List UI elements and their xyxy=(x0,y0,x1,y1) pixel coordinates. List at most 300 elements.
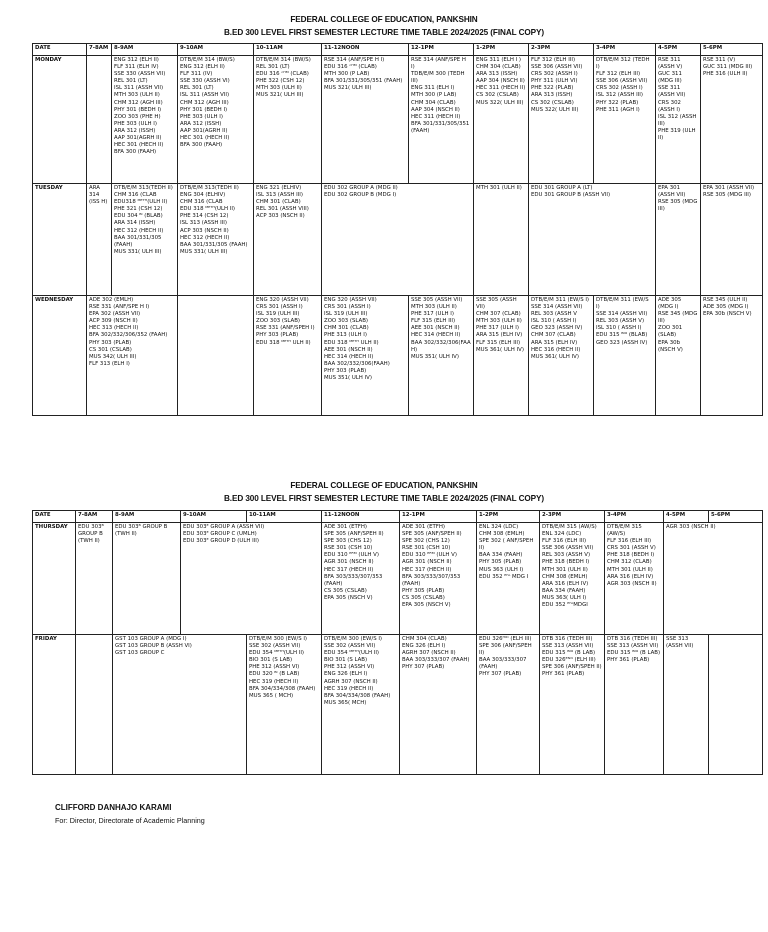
column-header: 10-11AM xyxy=(247,511,322,523)
course-entry: RSE 311 (V) xyxy=(703,57,736,63)
course-entry: EDU 320 ᴮᴵ (B LAB) xyxy=(249,671,300,678)
course-entry: CHM 307 (CLAB) xyxy=(531,332,576,339)
course-entry: HEC 312 (HECH II) xyxy=(114,227,164,234)
day-cell: MONDAY xyxy=(33,56,87,184)
course-entry: MUS 365( MCH) xyxy=(324,699,367,706)
course-entry: ARA 314 (ISSH) xyxy=(114,220,156,227)
course-entry: BFA 301/331/305/351 (FAAH) xyxy=(324,78,403,85)
course-entry: PHY 301 (BEDH I) xyxy=(180,106,228,113)
course-entry: EDU 315 ᴮᴵᴼ (B LAB) xyxy=(542,650,596,657)
course-entry: DTB/E/M 315 (AW/S) xyxy=(607,524,644,538)
course-entry: ZOO 303 (SLAB) xyxy=(324,318,369,325)
course-entry: AEE 301 (NSCH II) xyxy=(411,325,460,332)
column-header: 1-2PM xyxy=(477,511,540,523)
table-cell xyxy=(400,635,477,775)
course-entry: EDU 318 ᴹᴱᵀᴴ ULH II) xyxy=(324,339,379,346)
course-entry: REL 303 (ASSH V xyxy=(531,311,577,318)
course-entry: CRS 302 (ASSH I) xyxy=(596,85,643,92)
table-cell xyxy=(87,184,112,296)
course-entry: GST 103 GROUP A (MDG I) xyxy=(115,636,187,642)
course-entry: EPA 301 (ASSH VII) xyxy=(703,185,755,191)
table-cell xyxy=(701,296,763,416)
course-entry: SSE 313 (ASSH VII) xyxy=(607,643,659,650)
table-cell xyxy=(254,296,322,416)
table-cell xyxy=(178,296,254,416)
course-entry: HEC 313 (HECH II) xyxy=(89,325,139,332)
course-entry: ZOO 303 (SLAB) xyxy=(256,318,301,325)
course-entry: ADE 305 (MDG I) xyxy=(703,304,749,311)
course-entry: MUS 351( ULH IV) xyxy=(411,353,459,360)
column-header: DATE xyxy=(33,44,87,56)
course-entry: EDU 354 ᴹᴱᵀᴴ(ULH II) xyxy=(249,650,305,657)
table-cell xyxy=(322,296,409,416)
course-entry: PHE 317 (ULH I) xyxy=(476,325,519,332)
course-entry: EPA 30ƀ (NSCH V) xyxy=(658,339,683,353)
table-cell xyxy=(76,523,113,635)
course-entry: SSE 306 (ASSH VII) xyxy=(596,78,648,85)
course-entry: MUS 365 ( MCH) xyxy=(249,692,294,699)
course-entry: EDU 303ᴱ GROUP D (ULH III) xyxy=(183,538,259,545)
table-cell xyxy=(87,56,112,184)
course-entry: CHM 307 (CLAB) xyxy=(476,311,521,318)
course-entry: EDU 326ᴱᴺᴳ (ELH III) xyxy=(542,657,596,664)
course-entry: REL 301 (LT) xyxy=(180,85,214,92)
course-entry: AGR 303 (NSCH II) xyxy=(666,524,716,530)
course-entry: DTB/E/M 300 (EW/S I) xyxy=(324,636,383,642)
course-entry: REL 301 (ASSH VIII) xyxy=(256,206,309,213)
course-entry: BAA 301/331/305 (FAAH) xyxy=(180,241,248,248)
course-entry: PHY 307 (PLAB) xyxy=(479,671,522,678)
table-row xyxy=(33,523,763,635)
course-entry: FLF 313 (ELH I) xyxy=(89,360,130,367)
column-header: 11-12NOON xyxy=(322,511,400,523)
course-entry: ARA 316 (ELH IV) xyxy=(542,580,589,587)
course-entry: ARA 316 (ELH IV) xyxy=(607,573,654,580)
course-entry: ADE 301 (ETFH) xyxy=(324,524,368,530)
course-entry: PHY 361 (PLAB) xyxy=(607,657,650,664)
course-entry: ENG 304 (ELHIV) xyxy=(180,192,226,199)
course-entry: BIO 301 (S LAB) xyxy=(324,657,368,664)
course-entry: ENL 324 (LDC) xyxy=(479,524,519,530)
course-entry: CRS 301 (ASSH V) xyxy=(607,545,656,552)
column-header: DATE xyxy=(33,511,76,523)
course-entry: GST 103 GROUP C xyxy=(115,650,165,657)
course-entry: EPA 301 (ASSH VII) xyxy=(658,185,686,199)
course-entry: RSE 305 (MDG III) xyxy=(658,199,700,213)
course-entry: CRS 302 (ASSH I) xyxy=(531,71,578,78)
page1-subtitle: B.ED 300 LEVEL FIRST SEMESTER LECTURE TIME TABLE 2024/2025 (FINAL COPY) xyxy=(223,28,544,37)
course-entry: DTB/E/M 314 (BW/S) xyxy=(180,57,235,63)
course-entry: PHY 303 (PLAB) xyxy=(89,339,132,346)
column-header: 4-5PM xyxy=(656,44,701,56)
table-cell xyxy=(178,56,254,184)
table-cell xyxy=(709,635,763,775)
course-entry: BAA 303/333/307 (FAAH) xyxy=(479,657,529,671)
course-entry: ENG 320 (ASSH VII) xyxy=(324,297,377,303)
course-entry: MUS 321( ULH III) xyxy=(256,92,304,99)
table-cell xyxy=(254,184,322,296)
course-entry: BFA 304/334/308 (FAAH) xyxy=(249,685,316,692)
table-cell xyxy=(409,56,474,184)
course-entry: BAA 334 (FAAH) xyxy=(479,552,523,559)
course-entry: EPA 30ƀ (NSCH V) xyxy=(703,311,752,318)
course-entry: SPE 305 (ANF/SPEH II) xyxy=(402,531,462,538)
table-cell xyxy=(76,635,113,775)
course-entry: DTB/E/M 311 (EW/S I) xyxy=(596,297,651,311)
column-header: 7-8AM xyxy=(76,511,113,523)
table-cell xyxy=(540,635,605,775)
table-cell xyxy=(322,184,474,296)
course-entry: CHM 308 (EMLH) xyxy=(479,531,525,538)
course-entry: SSE 314 (ASSH VII) xyxy=(531,304,583,311)
course-entry: SPE 306 (ANF/SPEH II) xyxy=(479,643,534,657)
course-entry: ENG 326 (ELH I) xyxy=(402,643,446,650)
column-header: 12-1PM xyxy=(409,44,474,56)
table-cell xyxy=(701,184,763,296)
course-entry: REL 303 (ASSH V) xyxy=(542,552,591,559)
header-row xyxy=(33,44,763,56)
table-cell xyxy=(409,296,474,416)
course-entry: CS 302 (CSLAB) xyxy=(531,99,574,106)
timetable-page2 xyxy=(32,510,763,775)
column-header: 3-4PM xyxy=(605,511,664,523)
table-cell xyxy=(664,523,763,635)
column-header: 8-9AM xyxy=(112,44,178,56)
course-entry: CS 305 (CSLAB) xyxy=(402,594,445,601)
course-entry: GEO 323 (ASSH IV) xyxy=(531,325,583,332)
course-entry: PHE 312 (ASSH VI) xyxy=(249,664,300,671)
course-entry: MUS 363( ULH I) xyxy=(542,594,587,601)
page2-subtitle: B.ED 300 LEVEL FIRST SEMESTER LECTURE TIME TABLE 2024/2025 (FINAL COPY) xyxy=(223,494,544,503)
course-entry: ISL 312 (ASSH III) xyxy=(658,113,699,127)
course-entry: EDU 318 ᴹᴱᵀᴴ(ULH II) xyxy=(180,206,236,213)
course-entry: CHM 304 (CLAB) xyxy=(411,99,456,106)
course-entry: EDU 310 ᴱᴿᴹ (ULH V) xyxy=(324,552,379,559)
course-entry: RSE 331 (ANF/SPE H I) xyxy=(89,304,150,311)
course-entry: EPA 302 (ASSH VII) xyxy=(89,311,141,318)
course-entry: PHE 311 (AGH I) xyxy=(596,106,640,113)
course-entry: ISL 312 (ASSH III) xyxy=(596,92,644,99)
course-entry: SSE 311 (ASSH VII) xyxy=(658,85,686,99)
course-entry: PHE 314 (CSH 12) xyxy=(180,213,229,220)
timetable-page1 xyxy=(32,43,763,416)
course-entry: CHM 312 (AGH III) xyxy=(114,99,163,106)
table-cell xyxy=(656,56,701,184)
course-entry: HEC 301 (HECH II) xyxy=(114,142,164,149)
course-entry: ISL 319 (ULH III) xyxy=(256,311,300,318)
course-entry: HEC 319 (HECH II) xyxy=(324,685,374,692)
course-entry: EDU 302 GROUP B (MDG I) xyxy=(324,192,397,199)
course-entry: GEO 323 (ASSH IV) xyxy=(596,339,648,346)
course-entry: RSE 305 (MDG III) xyxy=(703,192,751,199)
course-entry: CS 301 (CSLAB) xyxy=(89,346,132,353)
table-cell xyxy=(247,635,322,775)
course-entry: REL 303 (ASSH V) xyxy=(596,318,645,325)
course-entry: MUS 331( ULH III) xyxy=(114,248,162,255)
course-entry: MTH 300 (P LAB) xyxy=(411,92,457,99)
course-entry: PHE 322 (CSH 12) xyxy=(256,78,305,85)
course-entry: MUS 342( ULH III) xyxy=(89,353,137,360)
course-entry: PHY 305 (PLAB) xyxy=(479,559,522,566)
course-entry: SSE 306 (ASSH VII) xyxy=(531,64,583,71)
course-entry: CRS 301 (ASSH I) xyxy=(324,304,371,311)
course-entry: ENL 324 (LDC) xyxy=(542,531,582,538)
course-entry: EPA 305 (NSCH V) xyxy=(402,602,451,609)
course-entry: CS 302 (CSLAB) xyxy=(476,92,519,99)
course-entry: EDU 303ᴮ GROUP B (TWH II) xyxy=(78,524,106,545)
course-entry: RSE 345 (MDG III) xyxy=(658,311,700,325)
course-entry: ISL 311 (ASSH VII) xyxy=(114,85,164,92)
course-entry: EDU318 ᴹᴱᵀᴴ(ULH II) xyxy=(114,199,168,206)
course-entry: HEC 316 (HECH II) xyxy=(531,346,581,353)
course-entry: BFA 303/333/307/353 (FAAH) xyxy=(402,573,463,587)
course-entry: PHY 303 (PLAB) xyxy=(256,332,299,339)
course-entry: CHM 316 (CLAB xyxy=(180,199,223,206)
course-entry: EDU 316 ᶜᴴᴹ (CLAB) xyxy=(256,71,309,78)
signatory-name: CLIFFORD DANHAJO KARAMI xyxy=(55,803,172,812)
course-entry: EPA 305 (NSCH V) xyxy=(324,594,373,601)
day-cell: FRIDAY xyxy=(33,635,76,775)
table-cell xyxy=(113,635,247,775)
course-entry: PHY 303 (PLAB) xyxy=(324,367,367,374)
course-entry: ARA 312 (ISSH) xyxy=(180,120,222,127)
course-entry: RSE 301 (CSH 10) xyxy=(402,545,451,552)
course-entry: AGR 301 (NSCH II) xyxy=(402,559,452,566)
course-entry: MUS 322( ULH III) xyxy=(476,99,524,106)
course-entry: BAA 302/332/306(FAA H) xyxy=(411,339,473,353)
course-entry: FLF 312 (ELH III) xyxy=(596,71,641,78)
table-cell xyxy=(594,296,656,416)
course-entry: EDU 303ᴱ GROUP A (ASSH VII) xyxy=(183,524,265,530)
course-entry: SSE 302 (ASSH VII) xyxy=(249,643,301,650)
column-header: 9-10AM xyxy=(181,511,247,523)
table-cell xyxy=(181,523,322,635)
course-entry: TDB/E/M 300 (TEDH III) xyxy=(411,71,467,85)
course-entry: CHM 301 (CLAB) xyxy=(256,199,301,206)
course-entry: EDU 304 ᴮᴵ (BLAB) xyxy=(114,213,163,220)
course-entry: FLF 311 (ELH IV) xyxy=(114,64,159,71)
course-entry: CHM 308 (EMLH) xyxy=(542,573,588,580)
course-entry: PHE 313 (ULH I) xyxy=(324,332,367,339)
course-entry: ISL 311 (ASSH VII) xyxy=(180,92,230,99)
course-entry: ACP 303 (NSCH II) xyxy=(256,213,305,220)
course-entry: EDU 315 ᴮᴵᴼ (BLAB) xyxy=(596,332,648,339)
table-cell xyxy=(474,56,529,184)
course-entry: RSE 314 (ANF/SPE H I) xyxy=(324,57,385,63)
course-entry: PHY 322 (PLAB) xyxy=(596,99,639,106)
course-entry: ENG 312 (ELH II) xyxy=(114,57,159,63)
course-entry: ISL 313 (ASSH III) xyxy=(256,192,304,199)
day-cell: THURSDAY xyxy=(33,523,76,635)
course-entry: ADE 305 (MDG I) xyxy=(658,297,683,311)
table-cell xyxy=(594,56,656,184)
course-entry: ARA 313 (ISSH) xyxy=(531,92,573,99)
course-entry: ISL 310 ( ASSH I) xyxy=(596,325,642,332)
course-entry: BFA 300 (FAAH) xyxy=(180,142,223,149)
course-entry: HEC 311 (HECH II) xyxy=(476,85,526,92)
course-entry: BAA 301/331/305 (FAAH) xyxy=(114,234,164,248)
course-entry: ARA 313 (ISSH) xyxy=(476,71,518,78)
table-cell xyxy=(664,635,709,775)
column-header: 5-6PM xyxy=(701,44,763,56)
course-entry: BFA 300 (FAAH) xyxy=(114,149,157,156)
course-entry: HEC 314 (HECH II) xyxy=(324,353,374,360)
course-entry: DTB/E/M 311 (EW/S I) xyxy=(531,297,590,303)
course-entry: AAP 304 (NSCH II) xyxy=(411,106,460,113)
column-header: 2-3PM xyxy=(540,511,605,523)
course-entry: EDU 310 ᴱᴿᴹ (ULH V) xyxy=(402,552,457,559)
course-entry: BFA 302/332/306/352 (FAAH) xyxy=(89,332,168,339)
table-cell xyxy=(477,523,540,635)
course-entry: PHY 305 (PLAB) xyxy=(402,587,445,594)
course-entry: BAA 334 (FAAH) xyxy=(542,587,586,594)
course-entry: RSE 345 (ULH II) xyxy=(703,297,748,303)
column-header: 2-3PM xyxy=(529,44,594,56)
course-entry: ARA 315 (ELH IV) xyxy=(531,339,578,346)
course-entry: CHM 304 (CLAB) xyxy=(476,64,521,71)
course-entry: FLF 315 (ELH III) xyxy=(476,339,521,346)
course-entry: HEC 301 (HECH II) xyxy=(180,135,230,142)
course-entry: CRS 301 (ASSH I) xyxy=(256,304,303,311)
course-entry: PHY 301 (BEDH I) xyxy=(114,106,162,113)
table-cell xyxy=(113,523,181,635)
course-entry: RSE 314 (ANF/SPE H I) xyxy=(411,57,468,71)
column-header: 9-10AM xyxy=(178,44,254,56)
course-entry: AAP 304 (NSCH II) xyxy=(476,78,525,85)
course-entry: CRS 302 (ASSH I) xyxy=(658,99,683,113)
course-entry: HEC 312 (HECH II) xyxy=(180,234,230,241)
course-entry: AGRH 307 (NSCH II) xyxy=(402,650,456,657)
course-entry: RSE 301 (CSH 10) xyxy=(324,545,373,552)
course-entry: HEC 319 (HECH II) xyxy=(249,678,299,685)
course-entry: PHY 361 (PLAB) xyxy=(542,671,585,678)
course-entry: RSE 311 (ASSH V) xyxy=(658,57,683,71)
course-entry: SSE 302 (ASSH VII) xyxy=(324,643,376,650)
course-entry: EDU 303ᴮ GROUP B (TWH II) xyxy=(115,524,170,538)
course-entry: EDU 315 ᴮᴵᴼ (B LAB) xyxy=(607,650,661,657)
course-entry: EDU 301 GROUP B (ASSH VII) xyxy=(531,192,611,199)
course-entry: PHY 311 (ULH VI) xyxy=(531,78,578,85)
course-entry: DTB/E/M 315 (AW/S) xyxy=(542,524,597,530)
course-entry: AGR 301 (NSCH II) xyxy=(324,559,374,566)
course-entry: EDU 316 ᶜᴴᴹ (CLAB) xyxy=(324,64,377,71)
course-entry: SPE 302 (CHS 12) xyxy=(402,538,450,545)
course-entry: CS 305 (CSLAB) xyxy=(324,587,367,594)
course-entry: AGRH 307 (NSCH II) xyxy=(324,678,378,685)
table-cell xyxy=(701,56,763,184)
course-entry: ARA 315 (ELH IV) xyxy=(476,332,523,339)
table-cell xyxy=(112,56,178,184)
course-entry: SSE 305 (ASSH VII) xyxy=(476,297,519,311)
course-entry: MUS 361( ULH IV) xyxy=(531,353,579,360)
course-entry: DTB 316 (TEDH III) xyxy=(542,636,593,642)
column-header: 4-5PM xyxy=(664,511,709,523)
course-entry: MUS 351( ULH IV) xyxy=(324,375,372,382)
course-entry: EDU 354 ᴹᴱᵀᴴ(ULH II) xyxy=(324,650,380,657)
course-entry: MTH 303 (ULH II) xyxy=(256,85,302,92)
course-entry: MTH 301 (ULH II) xyxy=(476,185,522,191)
course-entry: EDU 303ᴱ GROUP C (UMLH) xyxy=(183,531,257,538)
course-entry: PHE 317 (ULH I) xyxy=(411,311,454,318)
course-entry: ARA 312 (ISSH) xyxy=(114,127,156,134)
course-entry: EDU 302 GROUP A (MDG II) xyxy=(324,185,398,191)
table-cell xyxy=(477,635,540,775)
course-entry: DTB/E/M 300 (EW/S I) xyxy=(249,636,308,642)
course-entry: HEC 317 (HECH II) xyxy=(324,566,374,573)
course-entry: SPE 305 (ANF/SPEH II) xyxy=(324,531,384,538)
column-header: 7-8AM xyxy=(87,44,112,56)
column-header: 3-4PM xyxy=(594,44,656,56)
course-entry: DTB/E/M 313(TEDH II) xyxy=(114,185,173,191)
table-cell xyxy=(400,523,477,635)
course-entry: ENG 312 (ELH II) xyxy=(180,64,225,71)
course-entry: RSE 331 (ANF/SPEH I) xyxy=(256,325,315,332)
column-header: 5-6PM xyxy=(709,511,763,523)
course-entry: HEC 317 (HECH II) xyxy=(402,566,452,573)
course-entry: ENG 326 (ELH I) xyxy=(324,671,368,678)
day-cell: WEDNESDAY xyxy=(33,296,87,416)
table-row xyxy=(33,184,763,296)
course-entry: ISL 310 ( ASSH I) xyxy=(531,318,577,325)
course-entry: ENG 320 (ASSH VII) xyxy=(256,297,309,303)
course-entry: ENG 311 (ELH I) xyxy=(411,85,455,92)
course-entry: PHE 312 (ASSH VI) xyxy=(324,664,375,671)
table-cell xyxy=(605,635,664,775)
table-cell xyxy=(322,635,400,775)
course-entry: SSE 306 (ASSH VII) xyxy=(542,545,594,552)
course-entry: PHE 319 (ULH II) xyxy=(658,127,698,142)
course-entry: SPE 303 (CHS 12) xyxy=(324,538,372,545)
table-row xyxy=(33,296,763,416)
course-entry: ACP 303 (NSCH II) xyxy=(180,227,229,234)
table-cell xyxy=(254,56,322,184)
table-row xyxy=(33,635,763,775)
course-entry: HEC 314 (HECH II) xyxy=(411,332,461,339)
page1-title: FEDERAL COLLEGE OF EDUCATION, PANKSHIN xyxy=(290,15,478,24)
course-entry: MTH 301 (ULH II) xyxy=(607,566,653,573)
table-row xyxy=(33,56,763,184)
course-entry: BAA 303/333/307 (FAAH) xyxy=(402,657,470,664)
course-entry: BIO 301 (S LAB) xyxy=(249,657,293,664)
course-entry: SSE 330 (ASSH VI) xyxy=(180,78,230,85)
table-cell xyxy=(178,184,254,296)
course-entry: EDU 352 ᴱᶠᴬMDGI xyxy=(542,602,588,609)
course-entry: SSE 313 (ASSH VII) xyxy=(666,636,694,650)
course-entry: DTB 316 (TEDH III) xyxy=(607,636,658,642)
table-cell xyxy=(605,523,664,635)
header-row xyxy=(33,511,763,523)
course-entry: DTB/E/M 314 (BW/S) xyxy=(256,57,311,63)
table-cell xyxy=(474,296,529,416)
course-entry: MTH 303 (ULH II) xyxy=(411,304,457,311)
course-entry: GUC 311 (MDG III) xyxy=(703,64,753,71)
table-cell xyxy=(112,184,178,296)
course-entry: AAP 301(AGRH II) xyxy=(114,135,162,142)
course-entry: GUC 311 (MDG III) xyxy=(658,71,684,85)
course-entry: AAP 301(AGRH II) xyxy=(180,127,228,134)
course-entry: PHE 318 (BEDH I) xyxy=(607,552,655,559)
column-header: 10-11AM xyxy=(254,44,322,56)
table-cell xyxy=(529,184,656,296)
course-entry: MUS 321( ULH III) xyxy=(324,85,372,92)
course-entry: PHE 322 (PLAB) xyxy=(531,85,574,92)
signatory-role: For: Director, Directorate of Academic Planning xyxy=(55,816,205,825)
course-entry: GST 103 GROUP B (ASSH VI) xyxy=(115,643,192,650)
course-entry: SSE 313 (ASSH VII) xyxy=(542,643,594,650)
course-entry: PHE 316 (ULH II) xyxy=(703,71,748,78)
course-entry: SSE 330 (ASSH VII) xyxy=(114,71,166,78)
course-entry: BFA 303/333/307/353 (FAAH) xyxy=(324,573,385,587)
